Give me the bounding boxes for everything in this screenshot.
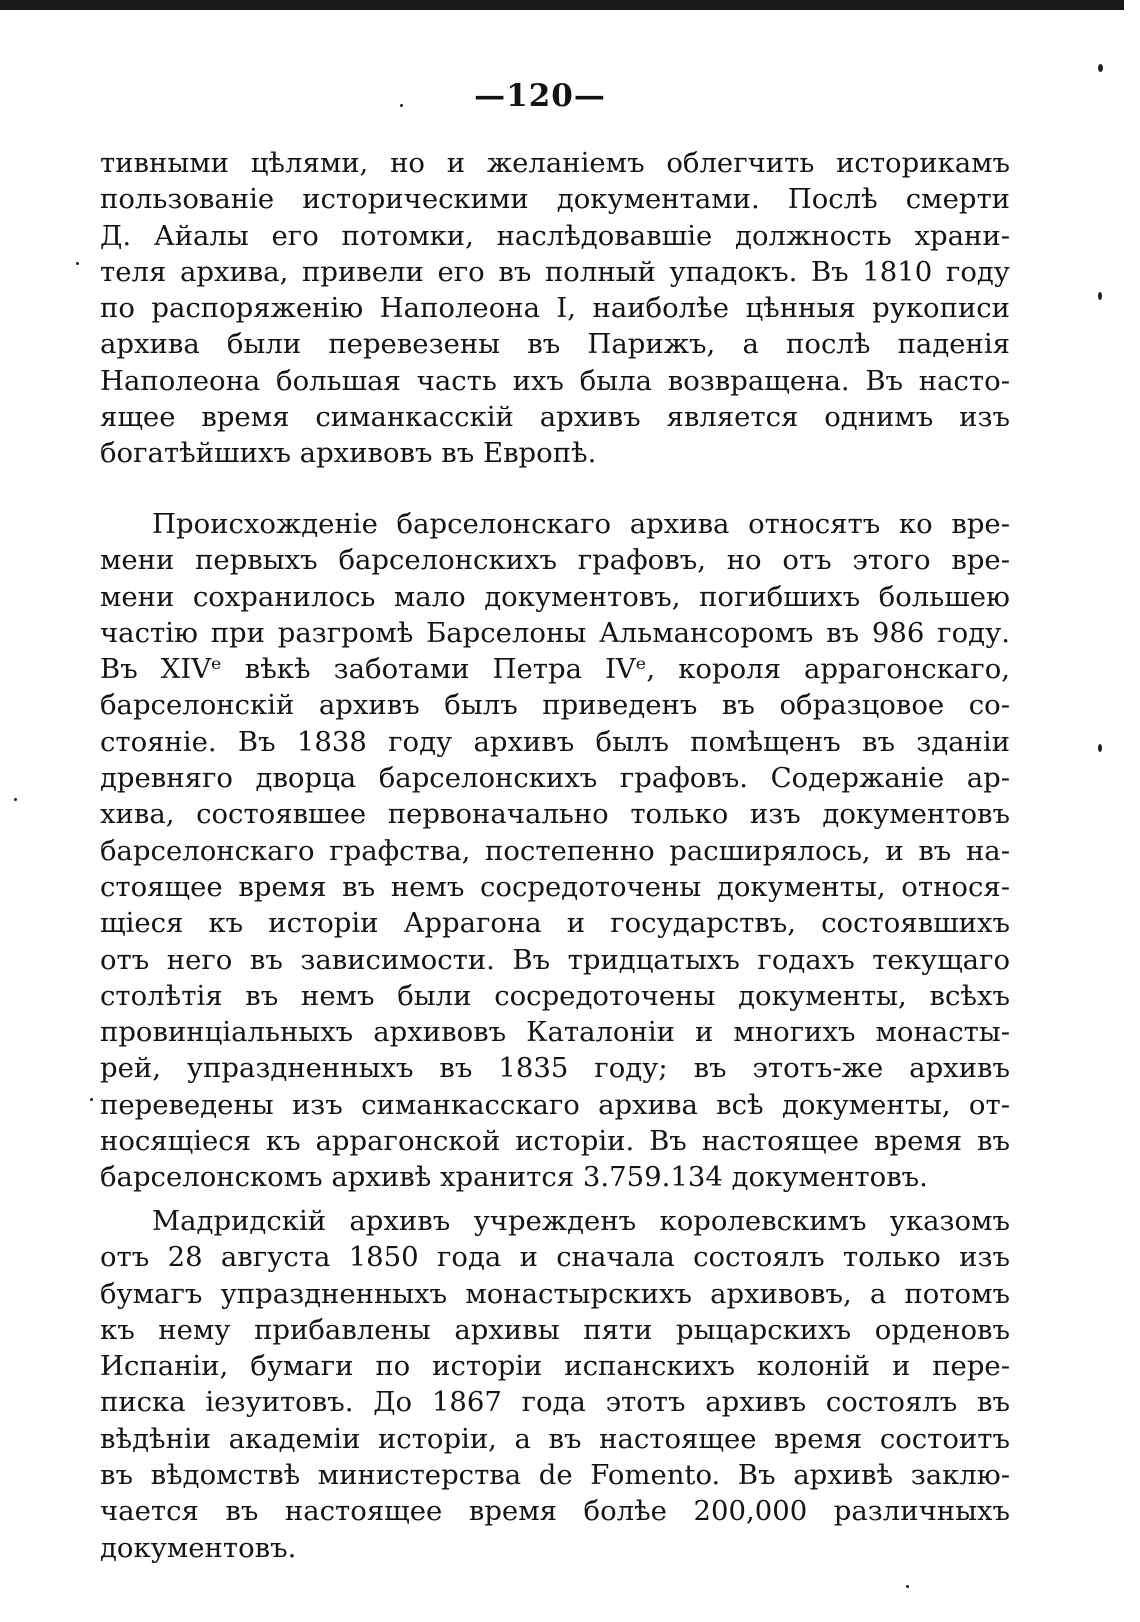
scan-speck: [76, 262, 79, 265]
text-line: Наполеона большая часть ихъ была возвращена. Въ насто-: [100, 364, 1010, 397]
text-line: Происхожденіе барселонскаго архива относятъ ко вре-: [152, 508, 1010, 540]
text-line: барселонскаго графства, постепенно расширялось, и въ на-: [100, 834, 1010, 867]
text-line: щіеся къ исторіи Аррагона и государствъ, состоявшихъ: [100, 907, 1010, 940]
page-number: —120—: [474, 78, 606, 114]
scan-speck: [400, 104, 403, 107]
text-line: Испаніи, бумаги по исторіи испанскихъ колоній и пере-: [100, 1350, 1010, 1383]
text-line: документовъ.: [100, 1531, 297, 1564]
text-line: по распоряженію Наполеона I, наиболѣе цѣнныя рукописи: [100, 292, 1010, 325]
text-line: Въ XIVᵉ вѣкѣ заботами Петра IVᵉ, короля аррагонскаго,: [100, 653, 1010, 686]
scan-speck: [1098, 64, 1103, 72]
text-line: носящіеся къ аррагонской исторіи. Въ настоящее время въ: [100, 1125, 1010, 1158]
text-line: богатѣйшихъ архивовъ въ Европѣ.: [100, 437, 597, 470]
text-line: тивными цѣлями, но и желаніемъ облегчить историкамъ: [100, 147, 1010, 179]
scan-speck: [1098, 292, 1102, 300]
text-line: писка іезуитовъ. До 1867 года этотъ архивъ состоялъ въ: [100, 1386, 1010, 1419]
text-line: чается въ настоящее время болѣе 200,000 различныхъ: [100, 1495, 1010, 1528]
text-line: Мадридскій архивъ учрежденъ королевскимъ указомъ: [152, 1205, 1010, 1237]
top-rule: [0, 0, 1124, 10]
text-line: теля архива, привели его въ полный упадокъ. Въ 1810 году: [100, 255, 1010, 288]
text-line: бумагъ упраздненныхъ монастырскихъ архивовъ, а потомъ: [100, 1277, 1010, 1310]
text-line: рей, упраздненныхъ въ 1835 году; въ этотъ-же архивъ: [100, 1052, 1010, 1085]
text-line: барселонскомъ архивѣ хранится 3.759.134 документовъ.: [100, 1161, 928, 1194]
scan-speck: [1098, 744, 1102, 752]
paragraph-barcelona: [100, 506, 1010, 1196]
text-line: барселонскій архивъ былъ приведенъ въ образцовое со-: [100, 689, 1010, 722]
scan-speck: [14, 798, 17, 801]
text-line: отъ него въ зависимости. Въ тридцатыхъ годахъ текущаго: [100, 943, 1010, 976]
text-line: къ нему прибавлены архивы пяти рыцарскихъ орденовъ: [100, 1313, 1010, 1346]
text-line: архива были перевезены въ Парижъ, а послѣ паденія: [100, 328, 1010, 361]
text-line: мени сохранилось мало документовъ, погибшихъ большею: [100, 580, 1010, 613]
text-line: стоящее время въ немъ сосредоточены документы, относя-: [100, 870, 1010, 903]
text-line: стояніе. Въ 1838 году архивъ былъ помѣщенъ въ зданіи: [100, 725, 1010, 758]
text-line: мени первыхъ барселонскихъ графовъ, но отъ этого вре-: [100, 544, 1010, 577]
text-line: частію при разгромѣ Барселоны Альмансоромъ въ 986 году.: [100, 616, 1010, 649]
text-line: провинціальныхъ архивовъ Каталоніи и многихъ монасты-: [100, 1016, 1010, 1049]
scan-speck: [90, 1098, 93, 1101]
text-line: переведены изъ симанкасскаго архива всѣ документы, от-: [100, 1088, 1010, 1121]
text-line: столѣтія въ немъ были сосредоточены документы, всѣхъ: [100, 979, 1010, 1012]
paragraph-simancas: [100, 145, 1010, 472]
text-line: Д. Айалы его потомки, наслѣдовавшіе должность храни-: [100, 219, 1010, 252]
text-line: хива, состоявшее первоначально только изъ документовъ: [100, 798, 1010, 831]
scan-speck: [906, 1585, 909, 1588]
text-line: древняго дворца барселонскихъ графовъ. Содержаніе ар-: [100, 762, 1010, 795]
paragraph-madrid: [100, 1203, 1010, 1566]
text-line: въ вѣдомствѣ министерства de Fomento. Въ архивѣ заклю-: [100, 1459, 1010, 1492]
text-line: вѣдѣніи академіи исторіи, а въ настоящее время состоитъ: [100, 1422, 1010, 1455]
text-line: ящее время симанкасскій архивъ является однимъ изъ: [100, 401, 1010, 434]
text-line: отъ 28 августа 1850 года и сначала состоялъ только изъ: [100, 1241, 1010, 1274]
text-line: пользованіе историческими документами. Послѣ смерти: [100, 183, 1010, 216]
